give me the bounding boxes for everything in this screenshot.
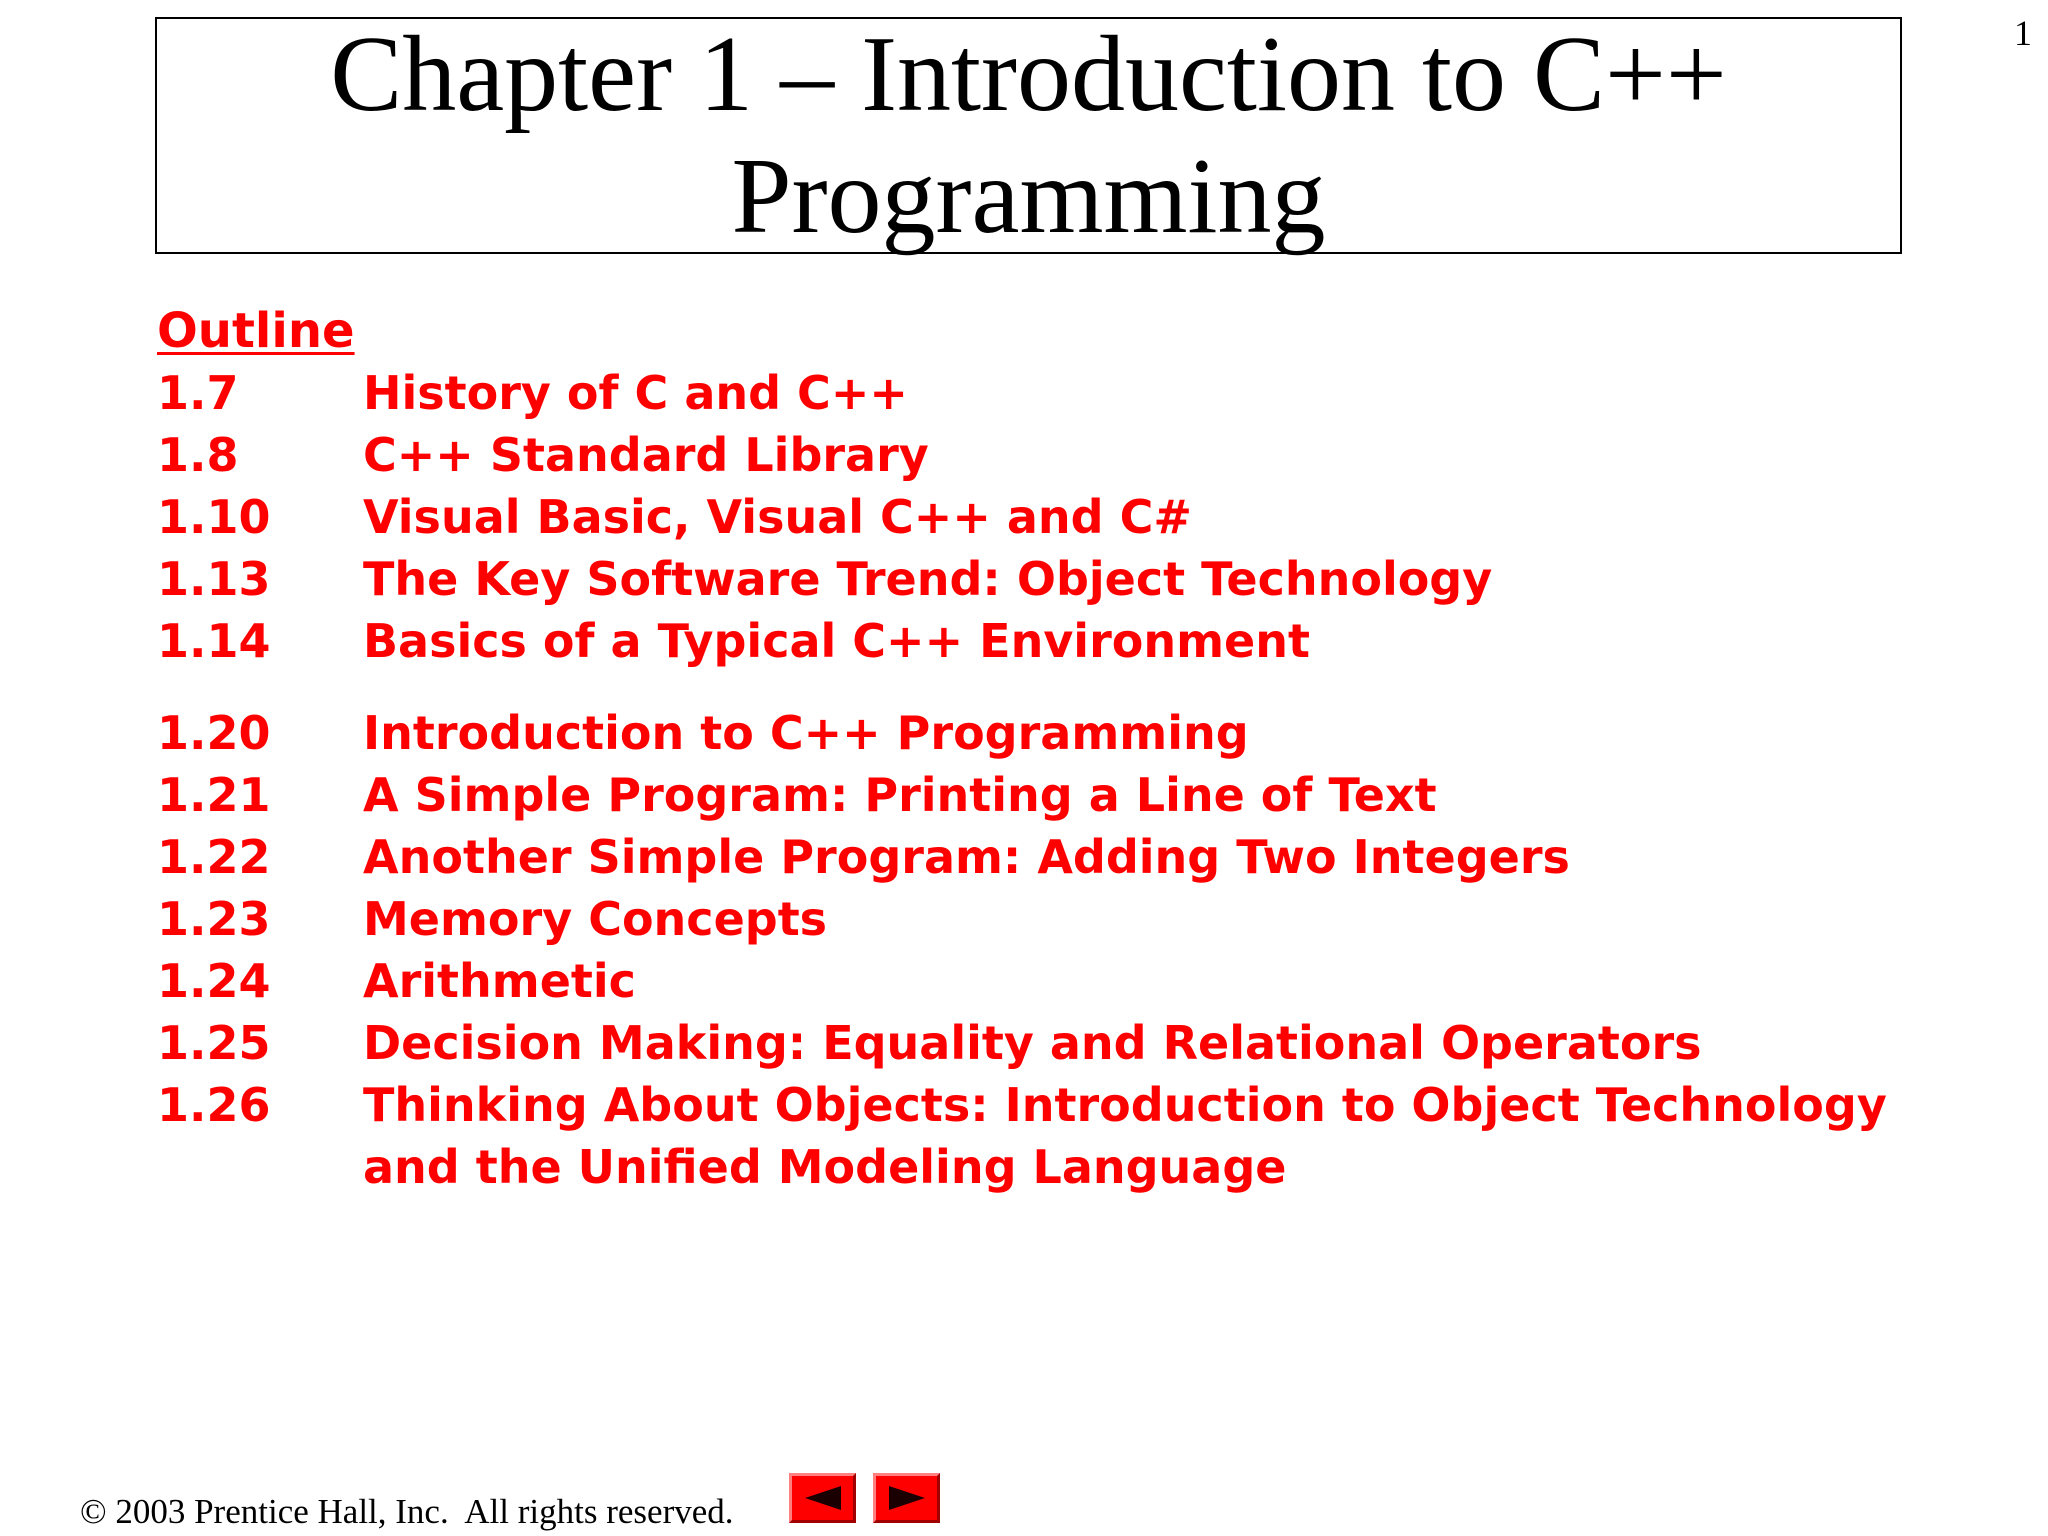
footer-copyright: © 2003 Prentice Hall, Inc. All rights reserved. [80, 1492, 734, 1531]
outline-item[interactable] [157, 702, 2007, 764]
outline-item[interactable] [157, 826, 2007, 888]
outline-item[interactable] [157, 486, 2007, 548]
outline-item-number: 1.8 [157, 428, 239, 482]
outline-item[interactable] [157, 610, 2007, 672]
outline-item[interactable] [157, 764, 2007, 826]
right-arrow-icon [887, 1484, 927, 1512]
outline-item[interactable] [157, 888, 2007, 950]
outline-item-text: Visual Basic, Visual C++ and C# [363, 490, 1192, 544]
outline-item-number: 1.21 [157, 768, 271, 822]
outline-item-text: Memory Concepts [363, 892, 828, 946]
outline-item[interactable] [157, 548, 2007, 610]
outline-item-number: 1.13 [157, 552, 271, 606]
title-line-2: Programming [731, 136, 1326, 256]
outline-item-text-continued: and the Unified Modeling Language [363, 1140, 1287, 1194]
outline-item-number: 1.26 [157, 1078, 271, 1132]
outline-item-number: 1.20 [157, 706, 271, 760]
outline-item-text: Basics of a Typical C++ Environment [363, 614, 1310, 668]
outline-item-number: 1.25 [157, 1016, 271, 1070]
outline-item-number: 1.14 [157, 614, 271, 668]
outline-item-text: Introduction to C++ Programming [363, 706, 1249, 760]
outline-item[interactable] [157, 362, 2007, 424]
outline-item-text: Thinking About Objects: Introduction to Object Technology [363, 1078, 1887, 1132]
outline-item[interactable] [157, 1074, 2007, 1198]
outline-heading[interactable]: Outline [157, 303, 355, 359]
title-line-1: Chapter 1 – Introduction to C++ [330, 14, 1727, 134]
outline-item[interactable] [157, 950, 2007, 1012]
outline-item-number: 1.7 [157, 366, 239, 420]
outline-item-text: Another Simple Program: Adding Two Integers [363, 830, 1570, 884]
outline-item-text-wrap [363, 1074, 1887, 1198]
outline-item-text: A Simple Program: Printing a Line of Text [363, 768, 1437, 822]
title-box [155, 14, 1902, 256]
outline-item-text: History of C and C++ [363, 366, 908, 420]
outline-item[interactable] [157, 424, 2007, 486]
outline-item-number: 1.24 [157, 954, 271, 1008]
page-number: 1 [2014, 13, 2032, 53]
outline-item-number: 1.23 [157, 892, 271, 946]
outline-item[interactable] [157, 1012, 2007, 1074]
outline-item-text: C++ Standard Library [363, 428, 929, 482]
left-arrow-icon [803, 1484, 843, 1512]
outline-item-text: Arithmetic [363, 954, 636, 1008]
next-slide-button[interactable] [873, 1473, 940, 1523]
outline-list [157, 362, 2007, 1198]
outline-item-text: Decision Making: Equality and Relational Operators [363, 1016, 1702, 1070]
outline-item-text: The Key Software Trend: Object Technology [363, 552, 1493, 606]
outline-item-number: 1.10 [157, 490, 271, 544]
previous-slide-button[interactable] [789, 1473, 856, 1523]
outline-item-number: 1.22 [157, 830, 271, 884]
